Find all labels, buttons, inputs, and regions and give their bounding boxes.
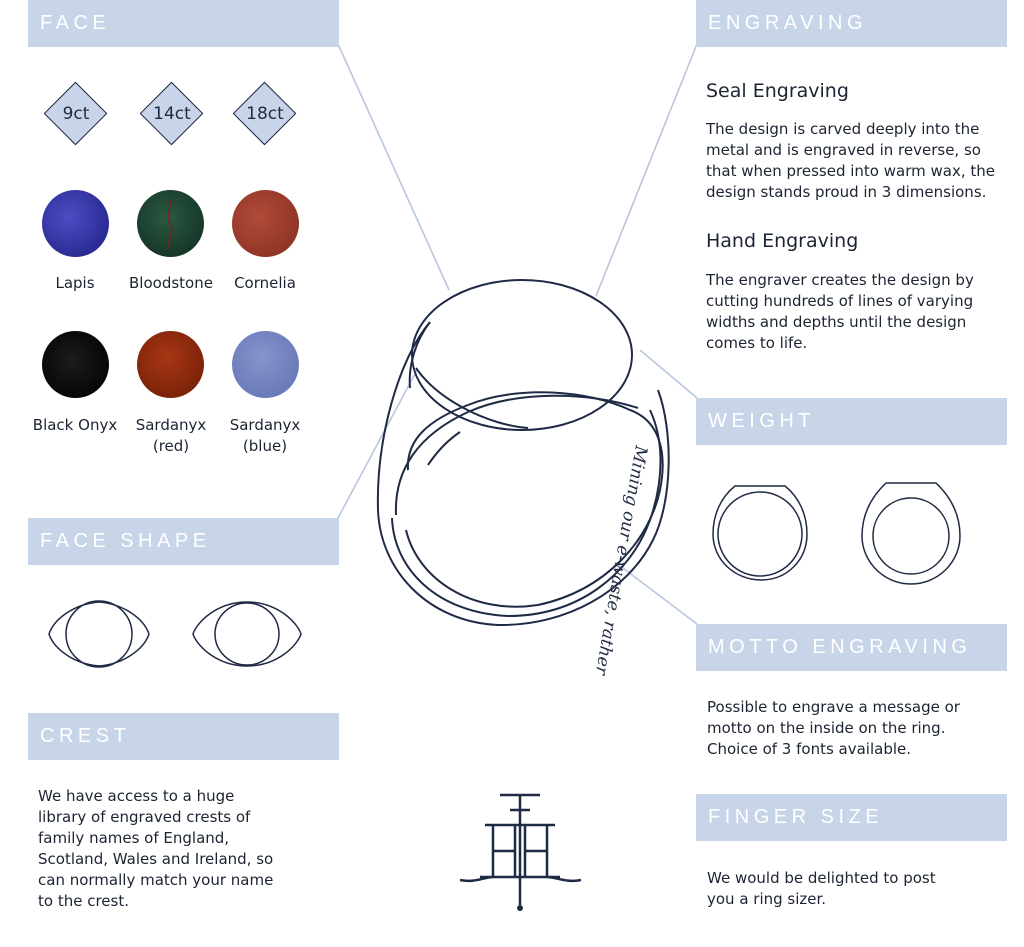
engraving-header — [696, 0, 1007, 47]
stone-label-sardanyx-red: Sardanyx (red) — [135, 416, 207, 455]
finger-size-header — [696, 794, 1007, 841]
finger-size-text: We would be delighted to post you a ring sizer. — [707, 869, 936, 908]
carat-label: 18ct — [246, 104, 284, 124]
motto-text: Possible to engrave a message or motto on the inside on the ring. Choice of 3 fonts available. — [707, 698, 960, 758]
stone-label-cornelia: Cornelia — [234, 274, 296, 292]
seal-engraving-title: Seal Engraving — [706, 80, 849, 102]
stone-label-sardanyx-blue: Sardanyx (blue) — [229, 416, 301, 455]
face-shape-round-icon[interactable] — [44, 594, 154, 674]
carat-14ct[interactable] — [139, 81, 205, 147]
carat-label: 9ct — [62, 104, 90, 124]
engraving-title: ENGRAVING — [708, 12, 868, 34]
stone-cornelia[interactable] — [232, 190, 299, 257]
carat-9ct[interactable] — [43, 81, 109, 147]
stone-label-lapis: Lapis — [55, 274, 95, 292]
crest-title: CREST — [40, 725, 131, 747]
weight-header — [696, 398, 1007, 445]
stone-bloodstone[interactable] — [137, 190, 204, 257]
face-shape-oval-icon[interactable] — [189, 594, 305, 674]
stone-sardanyx-red[interactable] — [137, 331, 204, 398]
ring-inscription-text: Mining our e-waste, rather — [590, 444, 651, 677]
face-title: FACE — [40, 12, 111, 34]
weight-title: WEIGHT — [708, 410, 815, 432]
weight-light-ring-icon[interactable] — [705, 478, 815, 588]
motto-title: MOTTO ENGRAVING — [708, 636, 972, 658]
signet-ring-illustration — [368, 270, 688, 677]
face-shape-header — [28, 518, 339, 565]
stone-sardanyx-blue[interactable] — [232, 331, 299, 398]
weight-heavy-ring-icon[interactable] — [856, 478, 966, 588]
seal-engraving-text: The design is carved deeply into the metal and is engraved in reverse, so that when pressed into warm wax, the design stands proud in 3 dimensions. — [706, 120, 995, 201]
motto-header — [696, 624, 1007, 671]
hand-engraving-title: Hand Engraving — [706, 230, 859, 252]
hand-engraving-text: The engraver creates the design by cutting hundreds of lines of varying widths and depths until the design comes to life. — [706, 271, 974, 352]
carat-18ct[interactable] — [232, 81, 298, 147]
crest-header — [28, 713, 339, 760]
finger-size-title: FINGER SIZE — [708, 806, 884, 828]
bloodstone-vein — [137, 190, 204, 257]
stone-label-bloodstone: Bloodstone — [129, 274, 213, 292]
stone-black-onyx[interactable] — [42, 331, 109, 398]
face-shape-title: FACE SHAPE — [40, 530, 211, 552]
stone-label-black-onyx: Black Onyx — [32, 416, 118, 434]
crest-monogram-icon — [455, 785, 585, 915]
crest-text: We have access to a huge library of engraved crests of family names of England, Scotland, Wales and Ireland, so can normally match your name to the crest. — [38, 787, 274, 910]
face-header — [28, 0, 339, 47]
carat-label: 14ct — [153, 104, 191, 124]
stone-lapis[interactable] — [42, 190, 109, 257]
